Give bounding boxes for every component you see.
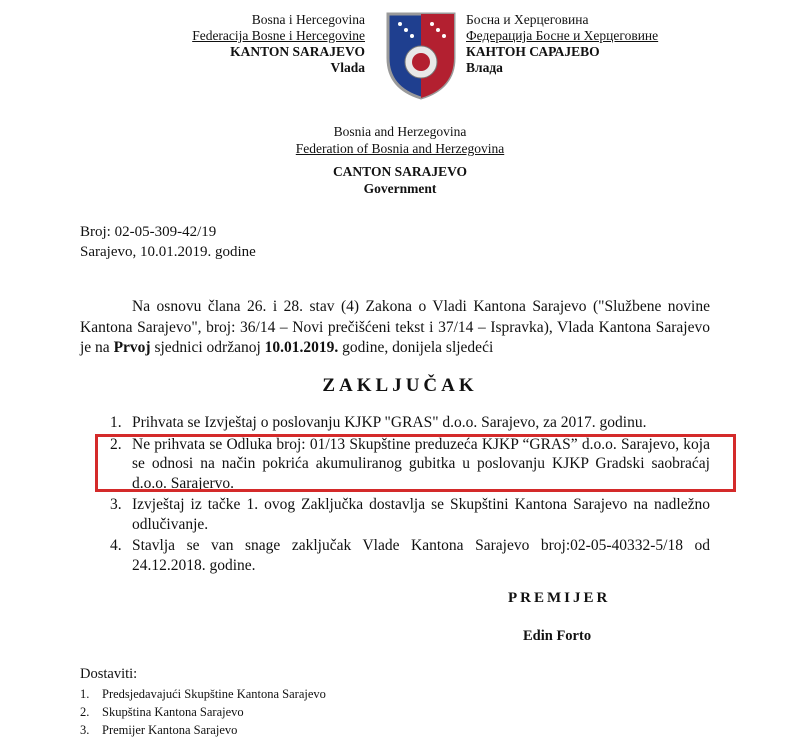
header-center-line-3: CANTON SARAJEVO <box>332 164 468 179</box>
recipient-number: 3. <box>80 723 90 737</box>
recipient-number: 1. <box>80 687 90 701</box>
signer-name: Edin Forto <box>523 628 592 644</box>
header-right-line-1: Босна и Херцеговина <box>466 12 589 27</box>
header-center-line-2: Federation of Bosnia and Herzegovina <box>295 141 505 156</box>
list-item <box>80 721 326 739</box>
distribution-label: Dostaviti: <box>80 666 138 682</box>
header-right-line-4: Влада <box>466 60 503 75</box>
recipient-number: 2. <box>80 705 90 719</box>
preamble-text-a: Na osnovu člana 26. i 28. stav (4) Zakona o Vladi Kantona Sarajevo ("Službene novine Kantona Sarajevo", broj: 36/14 – Novi prečišćeni tekst i 37/14 – Ispravka), Vlada Kantona Sarajevo je na <box>80 298 710 356</box>
distribution-list <box>80 685 326 739</box>
document-title: ZAKLJUČAK <box>322 375 478 396</box>
header-center <box>0 123 800 197</box>
list-item-number: 3. <box>110 496 122 513</box>
list-item <box>80 536 710 575</box>
list-item-number: 2. <box>110 435 122 453</box>
preamble-date: 10.01.2019. <box>264 339 339 356</box>
header-center-line-1: Bosnia and Herzegovina <box>333 124 467 139</box>
recipient-text: Skupština Kantona Sarajevo <box>102 705 244 719</box>
list-item <box>80 685 326 703</box>
preamble-text-c: sjednici održanoj <box>150 339 265 356</box>
list-item <box>80 703 326 721</box>
list-item <box>80 413 710 433</box>
header-right-line-2: Федерација Босне и Херцеговине <box>466 28 659 43</box>
header-left-line-1: Bosna i Hercegovina <box>251 12 365 27</box>
list-item-text: Ne prihvata se Odluka broj: 01/13 Skupštine preduzeća KJKP “GRAS” d.o.o. Sarajevo, koja se odnosi na način pokrića akumuliranog gubitka u poslovanju KJKP Gradski saobraćaj d.o.o. Sarajervo. <box>132 435 710 492</box>
header-right <box>466 12 766 76</box>
list-item-number: 1. <box>110 414 122 431</box>
document-date: Sarajevo, 10.01.2019. godine <box>80 244 256 260</box>
preamble-session: Prvoj <box>113 339 151 356</box>
list-item-text: Izvještaj iz tačke 1. ovog Zaključka dostavlja se Skupštini Kantona Sarajevo na nadležno odlučivanje. <box>132 496 710 533</box>
preamble-text-e: godine, donijela sljedeći <box>338 339 494 356</box>
document-number: Broj: 02-05-309-42/19 <box>80 224 217 240</box>
highlight-box <box>95 434 736 492</box>
preamble-paragraph <box>80 297 710 359</box>
header-left-line-4: Vlada <box>330 60 365 75</box>
header-right-line-3: КАНТОН САРАЈЕВО <box>466 44 600 59</box>
recipient-text: Predsjedavajući Skupštine Kantona Sarajevo <box>102 687 326 701</box>
coat-of-arms-icon <box>384 10 458 100</box>
header-left-line-2: Federacija Bosne i Hercegovine <box>192 28 365 43</box>
header-left-line-3: KANTON SARAJEVO <box>230 44 365 59</box>
list-item <box>80 495 710 534</box>
list-item-number: 4. <box>110 537 122 554</box>
signature-title: PREMIJER <box>508 590 611 606</box>
header-left <box>110 12 365 76</box>
list-item-text: Stavlja se van snage zaključak Vlade Kantona Sarajevo broj:02-05-40332-5/18 od 24.12.2018. godine. <box>132 537 710 574</box>
header-center-line-4: Government <box>363 181 437 196</box>
list-item-text: Prihvata se Izvještaj o poslovanju KJKP "GRAS" d.o.o. Sarajevo, za 2017. godinu. <box>132 414 647 431</box>
recipient-text: Premijer Kantona Sarajevo <box>102 723 238 737</box>
